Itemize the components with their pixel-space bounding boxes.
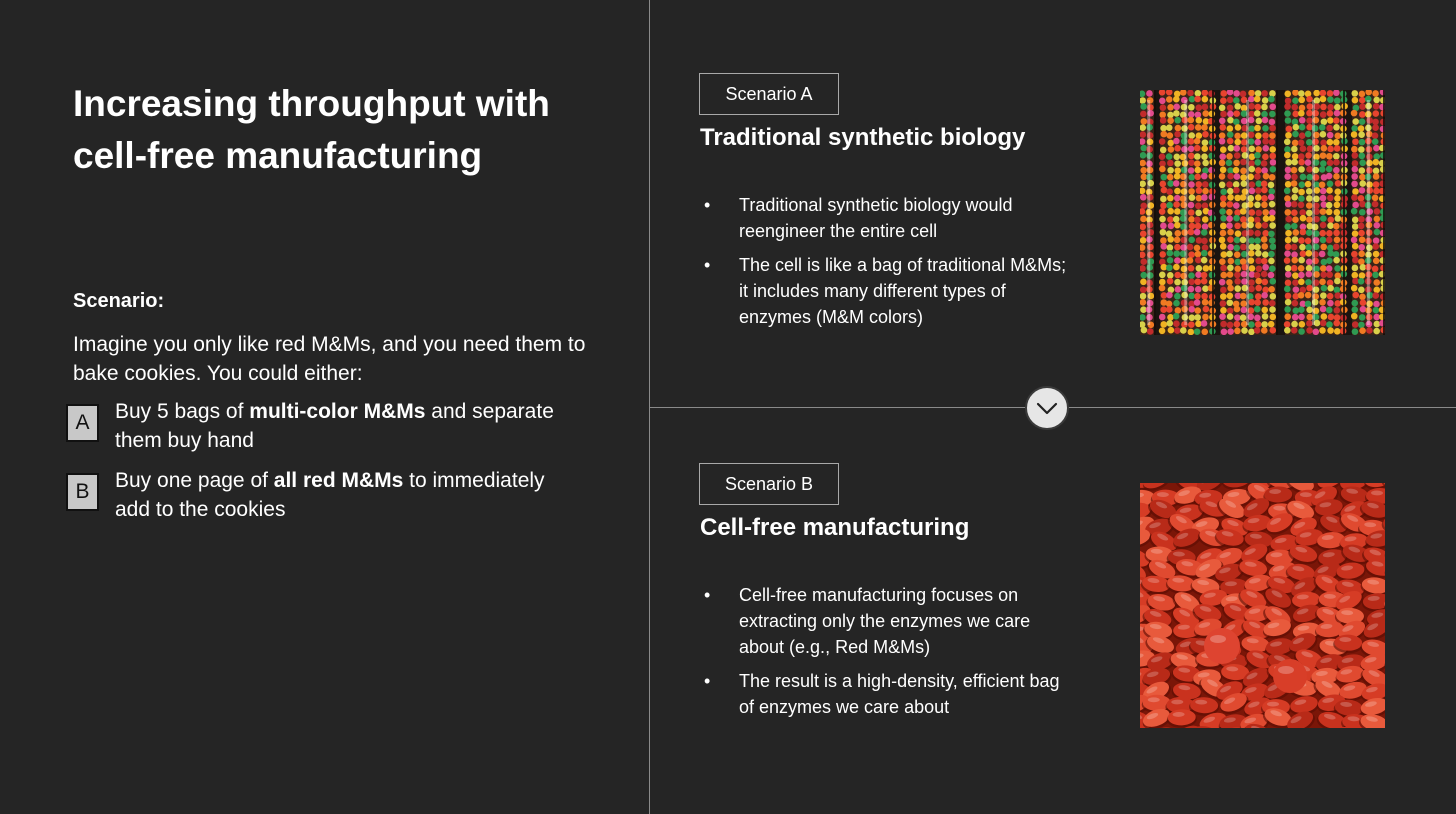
option-a-text: Buy 5 bags of multi-color M&Ms and separate them buy hand xyxy=(115,400,554,452)
scenario-intro: Imagine you only like red M&Ms, and you need them to bake cookies. You could either: xyxy=(73,333,586,385)
list-item: • Cell-free manufacturing focuses on extracting only the enzymes we care about (e.g., Red M&Ms) xyxy=(704,585,1031,657)
scenario-a-tag: Scenario A xyxy=(699,73,839,115)
multicolor-candy-tubes-image xyxy=(1140,90,1385,335)
option-a-letter-box: A xyxy=(66,404,99,442)
scenario-a-heading: Traditional synthetic biology xyxy=(700,124,1026,151)
scenario-b-tag: Scenario B xyxy=(699,463,839,505)
slide-title: Increasing throughput with cell-free manufacturing xyxy=(73,83,550,176)
scenario-b-heading: Cell-free manufacturing xyxy=(700,514,970,541)
option-b-letter-box: B xyxy=(66,473,99,511)
list-item: • Traditional synthetic biology would reengineer the entire cell xyxy=(704,195,1013,241)
chevron-down-icon xyxy=(1035,398,1059,418)
scenario-label: Scenario: xyxy=(73,290,165,312)
chevron-down-button[interactable] xyxy=(1025,386,1069,430)
red-candies-image xyxy=(1140,483,1385,728)
list-item: • The cell is like a bag of traditional M&Ms; it includes many different types of enzymes (M&M colors) xyxy=(704,255,1067,327)
option-b xyxy=(66,466,606,526)
option-a xyxy=(66,397,606,457)
scenario-b-bullets xyxy=(700,582,1070,728)
option-b-text: Buy one page of all red M&Ms to immediately add to the cookies xyxy=(115,469,545,521)
list-item: • The result is a high-density, efficient bag of enzymes we care about xyxy=(704,671,1060,717)
scenario-a-bullets xyxy=(700,192,1070,338)
